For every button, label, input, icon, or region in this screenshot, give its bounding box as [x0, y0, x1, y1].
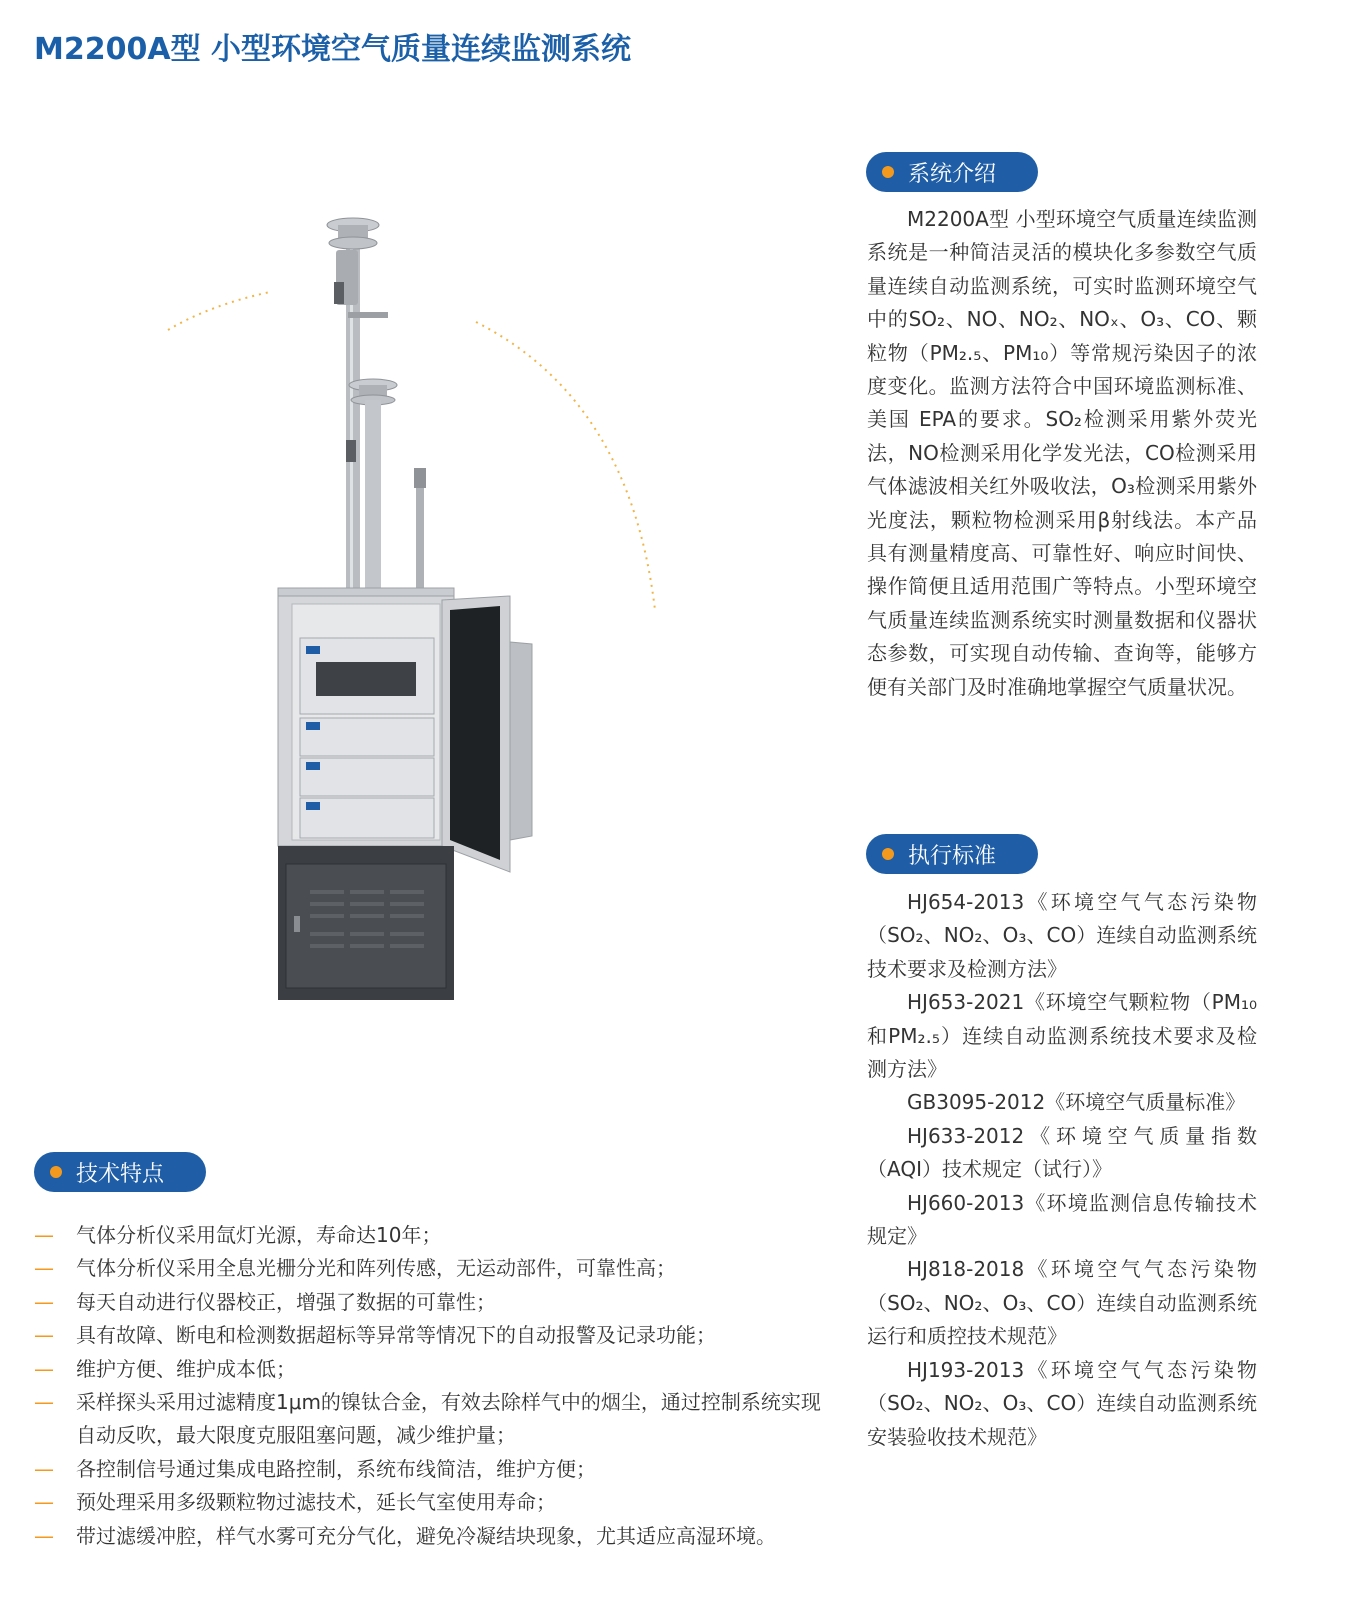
list-item: — 维护方便、维护成本低； — [34, 1353, 834, 1386]
bullet-dot-icon — [882, 166, 894, 178]
bullet-dot-icon — [882, 848, 894, 860]
dash-bullet-icon: — — [34, 1323, 54, 1348]
standard-item: HJ818-2018《环境空气气态污染物（SO₂、NO₂、O₃、CO）连续自动监测系统运行和质控技术规范》 — [867, 1257, 1257, 1349]
section-title: 系统介绍 — [908, 161, 997, 187]
dash-bullet-icon: — — [34, 1256, 54, 1281]
decorative-arc-left — [168, 292, 270, 330]
intro-text: M2200A型 小型环境空气质量连续监测系统是一种简洁灵活的模块化多参数空气质量连续自动监测系统，可实时监测环境空气中的SO₂、NO、NO₂、NOₓ、O₃、CO、颗粒物（PM₂.₅、PM₁₀）等常规污染因子的浓度变化。监测方法符合中国环境监测标准、美国 EPA的要求。SO₂检测采用紫外荧光法，NO检测采用化学发光法，CO检测采用气体滤波相关红外吸收法，O₃检测采用紫外光度法，颗粒物检测采用β射线法。本产品具有测量精度高、可靠性好、响应时间快、操作简便且适用范围广等特点。小型环境空气质量连续监测系统实时测量数据和仪器状态参数，可实现自动传输、查询等，能够方便有关部门及时准确地掌握空气质量状况。 — [867, 207, 1257, 699]
list-item: — 预处理采用多级颗粒物过滤技术，延长气室使用寿命； — [34, 1486, 834, 1519]
product-image — [160, 200, 680, 1030]
dash-bullet-icon: — — [34, 1523, 54, 1548]
page-title: M2200A型 小型环境空气质量连续监测系统 — [34, 32, 632, 67]
bullet-dot-icon — [50, 1166, 62, 1178]
list-item: — 具有故障、断电和检测数据超标等异常等情况下的自动报警及记录功能； — [34, 1319, 834, 1352]
list-item: — 各控制信号通过集成电路控制，系统布线简洁，维护方便； — [34, 1453, 834, 1486]
standard-item: HJ633-2012《环境空气质量指数（AQI）技术规定（试行）》 — [867, 1123, 1257, 1182]
dash-bullet-icon: — — [34, 1490, 54, 1515]
section-title: 执行标准 — [908, 843, 997, 869]
section-header-features — [34, 1152, 206, 1192]
standards-list — [867, 886, 1257, 1454]
intro-paragraph — [867, 203, 1257, 704]
section-header-intro — [866, 152, 1038, 192]
list-item: — 每天自动进行仪器校正，增强了数据的可靠性； — [34, 1286, 834, 1319]
dash-bullet-icon: — — [34, 1390, 54, 1415]
dash-bullet-icon: — — [34, 1223, 54, 1247]
list-item: — 带过滤缓冲腔，样气水雾可充分气化，避免冷凝结块现象，尤其适应高湿环境。 — [34, 1520, 834, 1553]
dash-bullet-icon: — — [34, 1289, 54, 1314]
list-item: — 气体分析仪采用全息光栅分光和阵列传感，无运动部件，可靠性高； — [34, 1252, 834, 1285]
dash-bullet-icon: — — [34, 1456, 54, 1481]
standard-item: HJ654-2013《环境空气气态污染物（SO₂、NO₂、O₃、CO）连续自动监测系统技术要求及检测方法》 — [867, 890, 1257, 981]
dash-bullet-icon: — — [34, 1356, 54, 1381]
standard-item: HJ653-2021《环境空气颗粒物（PM₁₀和PM₂.₅）连续自动监测系统技术要求及检测方法》 — [867, 990, 1257, 1082]
standard-item: HJ193-2013《环境空气气态污染物（SO₂、NO₂、O₃、CO）连续自动监测系统安装验收技术规范》 — [867, 1357, 1257, 1449]
standard-item: GB3095-2012《环境空气质量标准》 — [907, 1090, 1246, 1115]
decorative-arc-right — [476, 322, 655, 610]
section-header-standards — [866, 834, 1038, 874]
features-list — [34, 1219, 834, 1553]
section-title: 技术特点 — [76, 1161, 165, 1187]
list-item: — 气体分析仪采用氙灯光源，寿命达10年； — [34, 1219, 834, 1252]
list-item: — 采样探头采用过滤精度1μm的镍钛合金，有效去除样气中的烟尘，通过控制系统实现自动反吹，最大限度克服阻塞问题，减少维护量； — [34, 1386, 834, 1453]
standard-item: HJ660-2013《环境监测信息传输技术规定》 — [867, 1190, 1257, 1249]
